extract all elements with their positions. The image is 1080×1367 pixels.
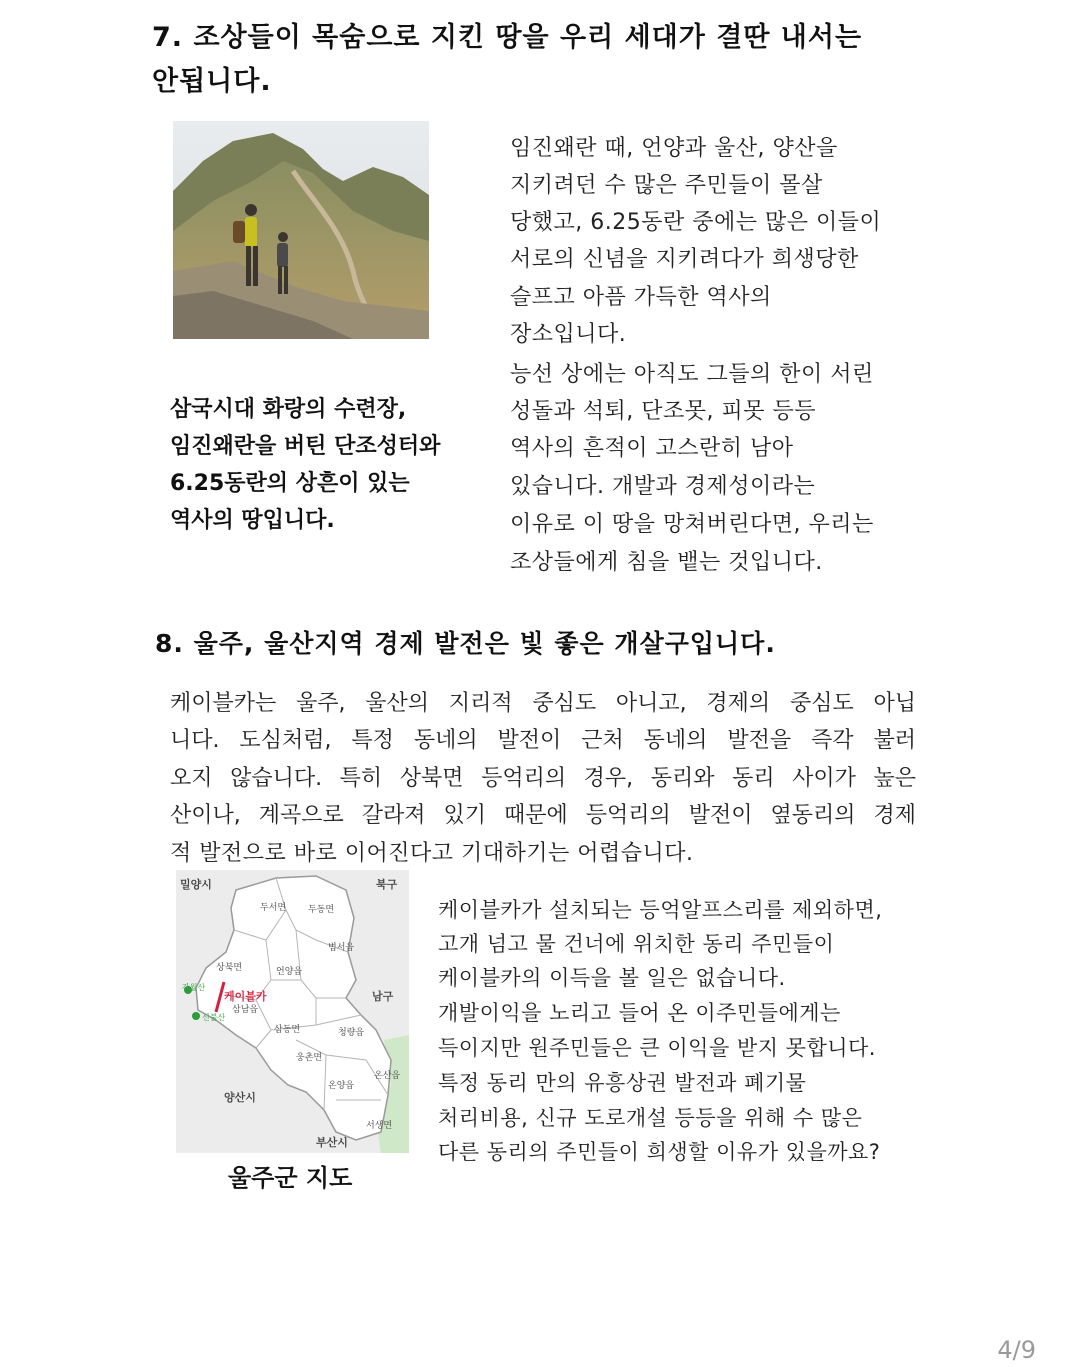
map-label-cablecar: 케이블카 bbox=[224, 990, 267, 1003]
section7-heading bbox=[152, 16, 862, 104]
photo-caption-line: 6.25동란의 상흔이 있는 bbox=[170, 471, 410, 496]
section8-body-line: 케이블카의 이득을 볼 일은 없습니다. bbox=[438, 966, 786, 990]
map-label-ungchon: 웅촌면 bbox=[296, 1053, 323, 1063]
section8-body-line: 특정 동리 만의 유흥상권 발전과 폐기물 bbox=[438, 1071, 807, 1095]
photo-caption-line: 삼국시대 화랑의 수련장, bbox=[170, 397, 407, 422]
section7-heading-line2: 안됩니다. bbox=[152, 66, 272, 97]
section7-body-line: 조상들에게 침을 뱉는 것입니다. bbox=[510, 550, 823, 575]
photo-caption-line: 역사의 땅입니다. bbox=[170, 508, 335, 533]
map-label-namgu: 남구 bbox=[372, 990, 394, 1003]
map-label-samdong: 삼동면 bbox=[274, 1025, 301, 1035]
section8-paragraph-line: 적 발전으로 바로 이어진다고 기대하기는 어렵습니다. bbox=[170, 841, 694, 866]
map-label-dudong: 두동면 bbox=[308, 905, 335, 915]
section8-paragraph-line: 오지 않습니다. 특히 상북면 등억리의 경우, 동리와 동리 사이가 높은 bbox=[170, 766, 916, 791]
map-label-onyang: 온양읍 bbox=[328, 1081, 355, 1091]
section7-heading-line1: 7. 조상들이 목숨으로 지킨 땅을 우리 세대가 결딴 내서는 bbox=[152, 22, 863, 53]
map-label-busan: 부산시 bbox=[316, 1136, 348, 1149]
map-label-sangbuk: 상북면 bbox=[216, 963, 243, 973]
section8-paragraph-line: 산이나, 계곡으로 갈라져 있기 때문에 등억리의 발전이 옆동리의 경제 bbox=[170, 803, 916, 828]
section8-body-line: 득이지만 원주민들은 큰 이익을 받지 못합니다. bbox=[438, 1036, 876, 1060]
photo-caption-line: 임진왜란을 버틴 단조성터와 bbox=[170, 434, 441, 459]
map-label-eonyang: 언양읍 bbox=[276, 967, 303, 977]
section7-body-line: 장소입니다. bbox=[510, 322, 627, 347]
section7-body-line: 역사의 흔적이 고스란히 남아 bbox=[510, 436, 794, 461]
mountain-hikers-photo bbox=[173, 121, 429, 339]
map-label-beomseo: 범서읍 bbox=[328, 943, 355, 953]
map-label-onsan: 온산읍 bbox=[374, 1071, 401, 1081]
map-label-seosaeng: 서생면 bbox=[366, 1121, 393, 1131]
section8-body-line: 개발이익을 노리고 들어 온 이주민들에게는 bbox=[438, 1001, 841, 1025]
section7-body-line: 슬프고 아픔 가득한 역사의 bbox=[510, 285, 772, 310]
section7-body-line: 능선 상에는 아직도 그들의 한이 서린 bbox=[510, 362, 874, 387]
map-label-ganwol: 간월산 bbox=[182, 983, 206, 992]
section8-body-line: 케이블카가 설치되는 등억알프스리를 제외하면, bbox=[438, 898, 883, 922]
map-label-yangsan: 양산시 bbox=[224, 1091, 256, 1104]
map-label-dusan: 두서면 bbox=[260, 903, 287, 913]
map-label-bukgu: 북구 bbox=[376, 878, 398, 891]
section7-body-line: 지키려던 수 많은 주민들이 몰살 bbox=[510, 173, 823, 198]
map-label-sinbul: 신불산 bbox=[202, 1013, 226, 1022]
section8-paragraph-line: 니다. 도심처럼, 특정 동네의 발전이 근처 동네의 발전을 즉각 불러 bbox=[170, 728, 916, 753]
section8-body-line: 처리비용, 신규 도로개설 등등을 위해 수 많은 bbox=[438, 1106, 863, 1130]
page-number: 4/9 bbox=[997, 1336, 1036, 1364]
section7-body-line: 임진왜란 때, 언양과 울산, 양산을 bbox=[510, 136, 838, 161]
section7-body-line: 있습니다. 개발과 경제성이라는 bbox=[510, 474, 816, 499]
ulju-county-map bbox=[176, 870, 409, 1153]
map-label-miryang: 밀양시 bbox=[180, 878, 212, 891]
section8-paragraph-line: 케이블카는 울주, 울산의 지리적 중심도 아니고, 경제의 중심도 아닙 bbox=[170, 691, 916, 716]
section7-body-line: 이유로 이 땅을 망쳐버린다면, 우리는 bbox=[510, 512, 874, 537]
section7-body-line: 서로의 신념을 지키려다가 희생당한 bbox=[510, 247, 859, 272]
section8-body-line: 고개 넘고 물 건너에 위치한 동리 주민들이 bbox=[438, 932, 835, 956]
section7-body-line: 당했고, 6.25동란 중에는 많은 이들이 bbox=[510, 210, 882, 235]
map-caption: 울주군 지도 bbox=[228, 1164, 353, 1192]
section7-body-line: 성돌과 석퇴, 단조못, 피못 등등 bbox=[510, 399, 816, 424]
section8-body-line: 다른 동리의 주민들이 희생할 이유가 있을까요? bbox=[438, 1140, 881, 1164]
section8-heading: 8. 울주, 울산지역 경제 발전은 빛 좋은 개살구입니다. bbox=[155, 629, 776, 658]
map-label-cheongryang: 청량읍 bbox=[338, 1028, 365, 1038]
map-label-samnam: 삼남읍 bbox=[232, 1005, 259, 1015]
